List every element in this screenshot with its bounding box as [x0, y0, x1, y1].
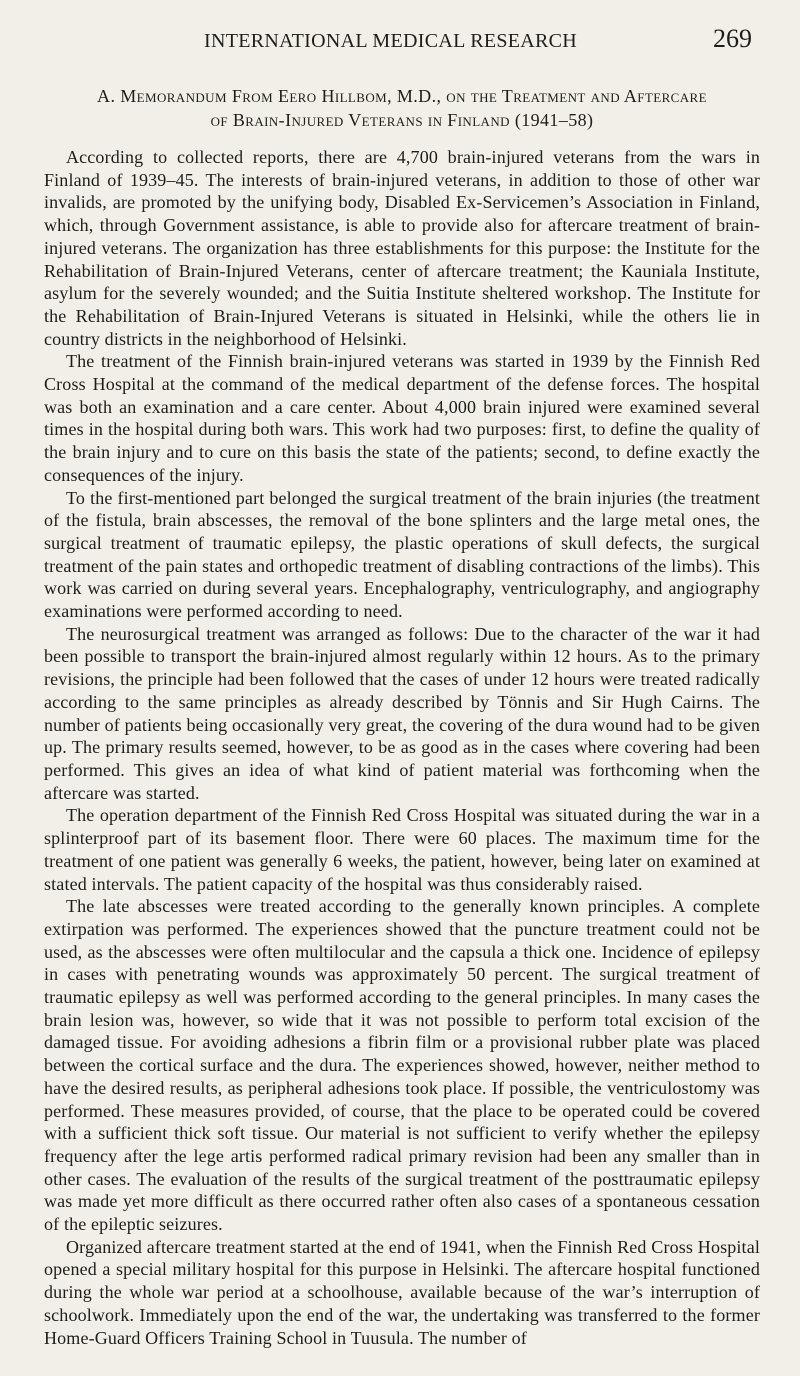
paragraph-3: To the first-mentioned part belonged the surgical treatment of the brain injuries (the treatment of the fistula, brain abscesses, the removal of the bone splinters and the large metal ones, the surgical treatment of traumatic epilepsy, the plastic operations of skull defects, the surgical treatment of the pain states and orthopedic treatment of disabling contractions of the limbs). This work was carried on during several years. Encephalography, ventriculography, and angiography examinations were performed according to need. — [44, 487, 760, 622]
paragraph-4: The neurosurgical treatment was arranged as follows: Due to the character of the war it had been possible to transport the brain-injured almost regularly within 12 hours. As to the primary revisions, the principle had been followed that the cases of under 12 hours were treated radically according to the same principles as already described by Tönnis and Sir Hugh Cairns. The number of patients being occasionally very great, the covering of the dura wound had to be given up. The primary results seemed, however, to be as good as in the cases where covering had been performed. This gives an idea of what kind of patient material was forthcoming when the aftercare was started. — [44, 623, 760, 803]
section-title-line-1: A. Memorandum From Eero Hillbom, M.D., on the Treatment and Aftercare — [97, 86, 707, 106]
paragraph-1: According to collected reports, there are 4,700 brain-injured veterans from the wars in Finland of 1939–45. The interests of brain-injured veterans, in addition to those of other war invalids, are promoted by the unifying body, Disabled Ex-Servicemen’s Association in Finland, which, through Government assistance, is able to provide also for aftercare treatment of brain-injured veterans. The organization has three establishments for this purpose: the Institute for the Rehabilitation of Brain-Injured Veterans, center of aftercare treatment; the Kauniala Institute, asylum for the severely wounded; and the Suitia Institute sheltered workshop. The Institute for the Rehabilitation of Brain-Injured Veterans is situated in Helsinki, while the others lie in country districts in the neighborhood of Helsinki. — [44, 147, 760, 349]
body-text — [44, 146, 760, 1349]
paragraph-7: Organized aftercare treatment started at the end of 1941, when the Finnish Red Cross Hospital opened a special military hospital for this purpose in Helsinki. The aftercare hospital functioned during the whole war period at a schoolhouse, available because of the war’s interruption of schoolwork. Immediately upon the end of the war, the undertaking was transferred to the former Home-Guard Officers Training School in Tuusula. The number of — [44, 1236, 760, 1348]
paragraph-2: The treatment of the Finnish brain-injured veterans was started in 1939 by the Finnish Red Cross Hospital at the command of the medical department of the defense forces. The hospital was both an examination and a care center. About 4,000 brain injured were examined several times in the hospital during both wars. This work had two purposes: first, to define the quality of the brain injury and to cure on this basis the state of the patients; second, to define exactly the consequences of the injury. — [44, 351, 760, 485]
paragraph-6: The late abscesses were treated according to the generally known principles. A complete extirpation was performed. The experiences showed that the puncture treatment could not be used, as the abscesses were often multilocular and the capsula a thick one. Incidence of epilepsy in cases with penetrating wounds was approximately 50 percent. The surgical treatment of traumatic epilepsy as well was performed according to the general principles. In many cases the brain lesion was, however, so wide that it was not possible to perform total excision of the damaged tissue. For avoiding adhesions a fibrin film or a provisional rubber plate was placed between the cortical surface and the dura. The experiences showed, however, neither method to have the desired results, as peripheral adhesions took place. If possible, the ventriculostomy was performed. These measures provided, of course, that the place to be operated could be covered with a sufficient thick soft tissue. Our material is not sufficient to verify whether the epilepsy frequency after the lege artis performed radical primary revision had been any smaller than in other cases. The evaluation of the results of the surgical treatment of the posttraumatic epilepsy was made yet more difficult as there occurred rather often also cases of a spontaneous cessation of the epileptic seizures. — [44, 896, 760, 1235]
running-head — [44, 24, 760, 64]
running-head-title: INTERNATIONAL MEDICAL RESEARCH — [204, 30, 578, 52]
section-title — [44, 84, 760, 132]
page-number: 269 — [713, 24, 752, 53]
section-title-line-2: of Brain-Injured Veterans in Finland (1941–58) — [210, 110, 594, 130]
paragraph-5: The operation department of the Finnish Red Cross Hospital was situated during the war in a splinterproof part of its basement floor. There were 60 places. The maximum time for the treatment of one patient was generally 6 weeks, the patient, however, being later on examined at stated intervals. The patient capacity of the hospital was thus considerably raised. — [44, 805, 760, 894]
